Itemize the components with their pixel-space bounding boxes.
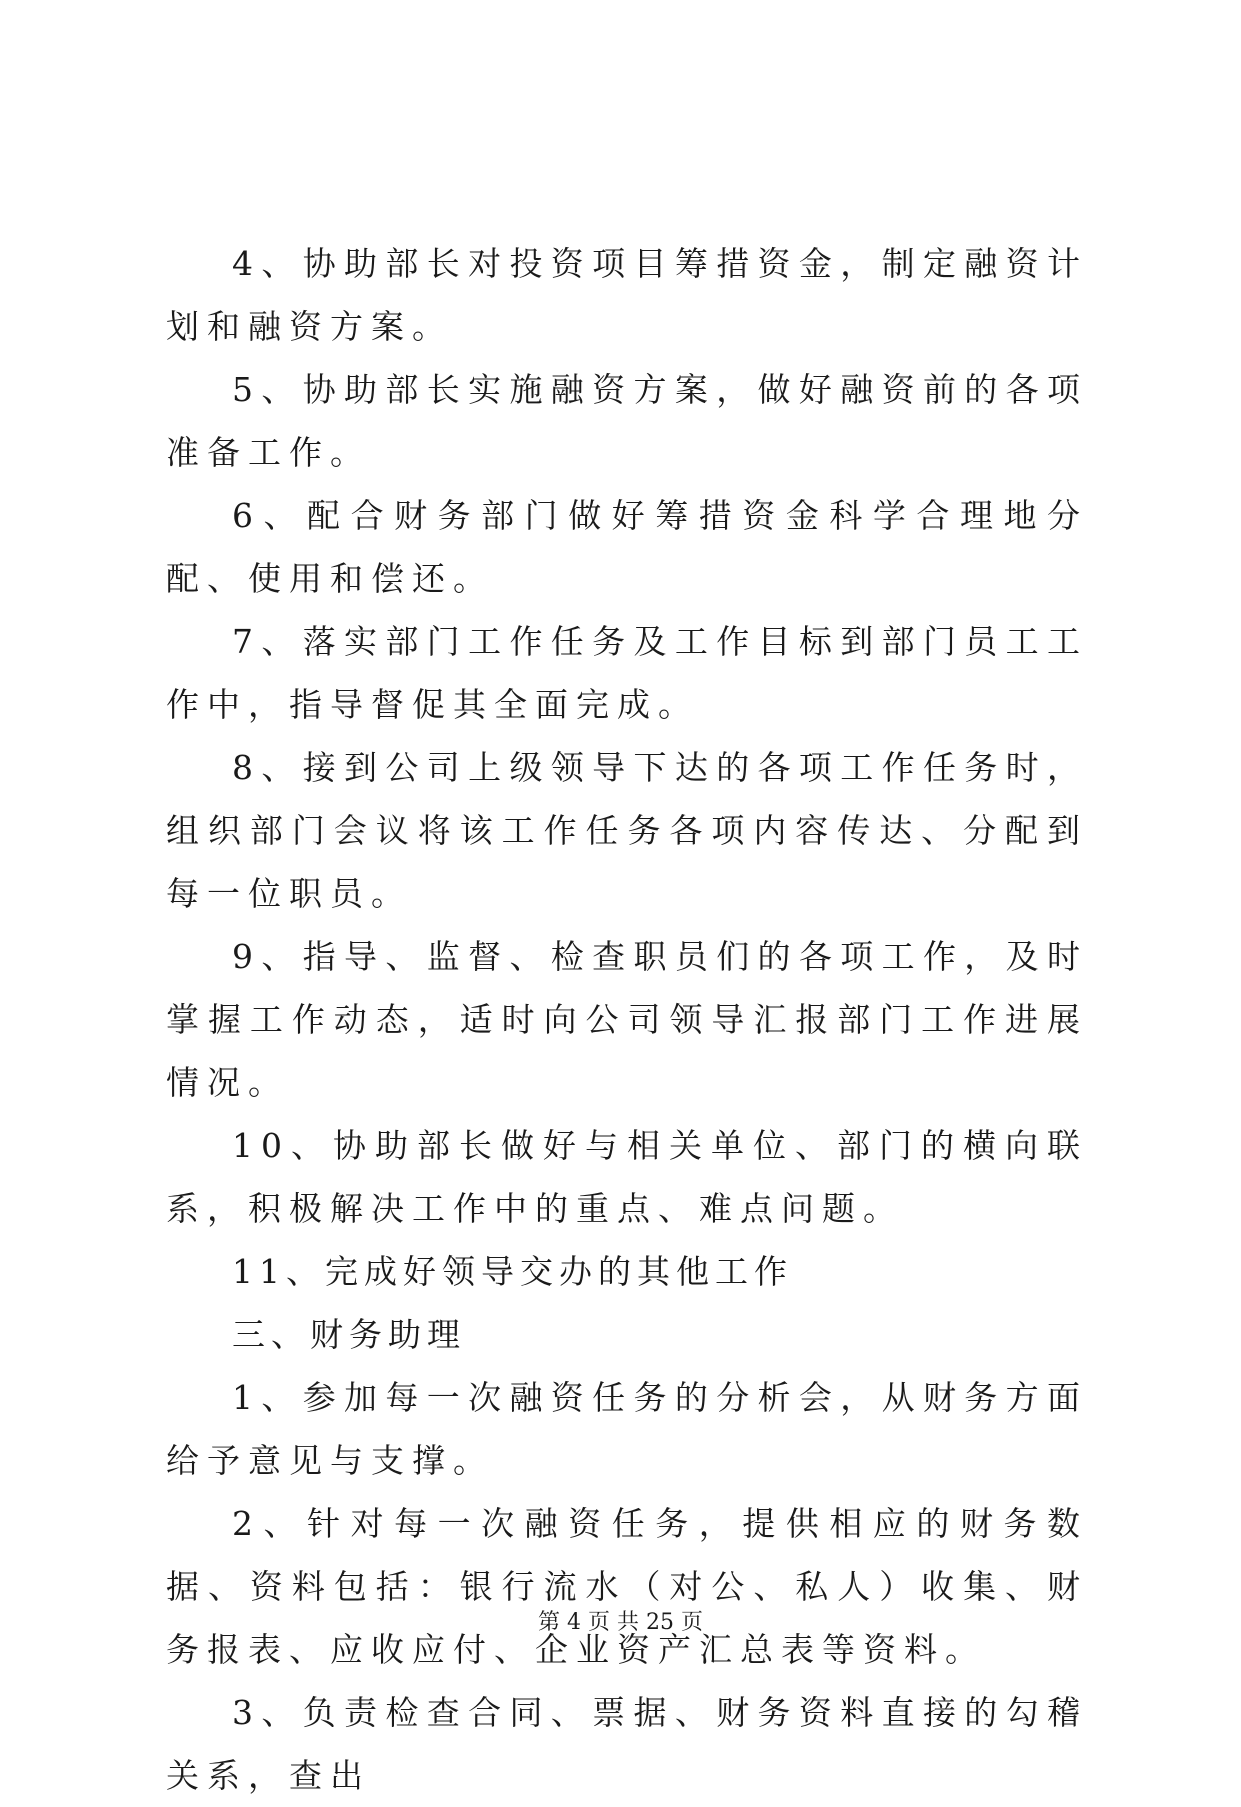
paragraph-item-9: 9、指导、监督、检查职员们的各项工作，及时掌握工作动态，适时向公司领导汇报部门工作进展情况。 xyxy=(166,937,1088,1102)
document-body xyxy=(166,232,1088,1807)
section-heading-finance-assistant: 三、财务助理 xyxy=(232,1315,466,1354)
paragraph-finance-3: 3、负责检查合同、票据、财务资料直接的勾稽关系，查出 xyxy=(166,1693,1088,1795)
paragraph-item-10: 10、协助部长做好与相关单位、部门的横向联系，积极解决工作中的重点、难点问题。 xyxy=(166,1126,1088,1228)
paragraph-item-11: 11、完成好领导交办的其他工作 xyxy=(232,1252,793,1291)
paragraph-item-5: 5、协助部长实施融资方案，做好融资前的各项准备工作。 xyxy=(166,370,1088,472)
paragraph-finance-1: 1、参加每一次融资任务的分析会，从财务方面给予意见与支撑。 xyxy=(166,1378,1088,1480)
paragraph-finance-2: 2、针对每一次融资任务，提供相应的财务数据、资料包括：银行流水（对公、私人）收集、财务报表、应收应付、企业资产汇总表等资料。 xyxy=(166,1504,1088,1669)
paragraph-item-7: 7、落实部门工作任务及工作目标到部门员工工作中，指导督促其全面完成。 xyxy=(166,622,1088,724)
page-number-footer: 第 4 页 共 25 页 xyxy=(538,1610,703,1635)
paragraph-item-6: 6、配合财务部门做好筹措资金科学合理地分配、使用和偿还。 xyxy=(166,496,1088,598)
paragraph-item-4: 4、协助部长对投资项目筹措资金，制定融资计划和融资方案。 xyxy=(166,244,1088,346)
paragraph-item-8: 8、接到公司上级领导下达的各项工作任务时，组织部门会议将该工作任务各项内容传达、分配到每一位职员。 xyxy=(166,748,1088,913)
